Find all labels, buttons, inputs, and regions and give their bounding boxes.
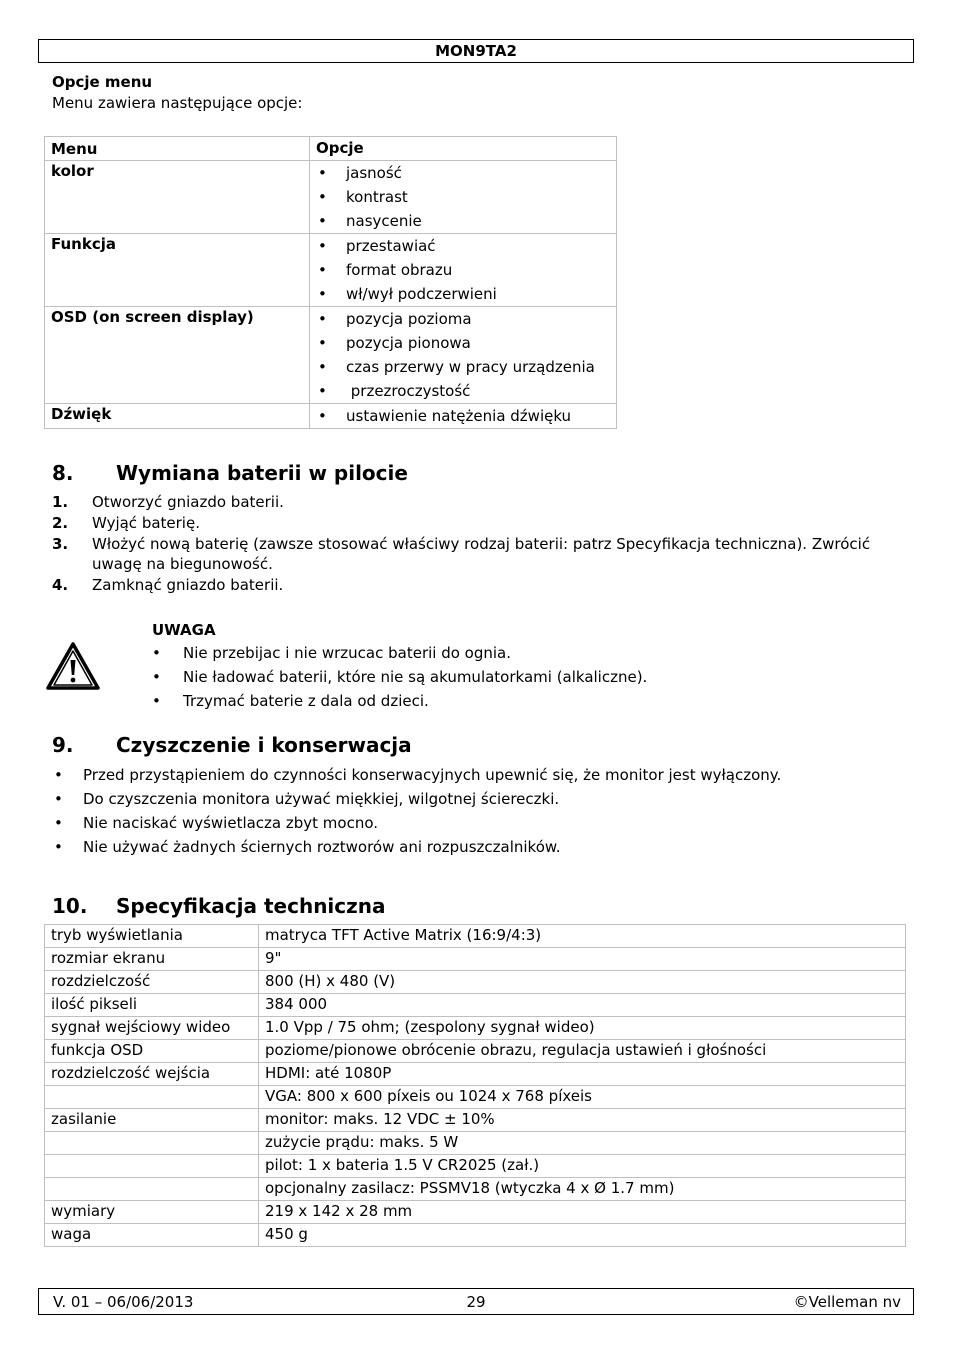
- spec-key: rozdzielczość wejścia: [45, 1063, 259, 1086]
- step-number: 4.: [52, 576, 69, 594]
- section-number: 10.: [52, 894, 88, 918]
- spec-value: poziome/pionowe obrócenie obrazu, regulacja ustawień i głośności: [259, 1040, 906, 1063]
- step-number: 3.: [52, 535, 69, 553]
- spec-key: [45, 1178, 259, 1201]
- menu-options-cell: [310, 234, 617, 307]
- spec-row: [45, 1155, 906, 1178]
- warning-item: • Nie przebijac i nie wrzucac baterii do ognia.: [152, 641, 852, 665]
- option-item: • przezroczystość: [316, 379, 610, 403]
- spec-table: [44, 924, 906, 1247]
- menu-name-cell: Funkcja: [45, 234, 310, 307]
- step-item: [52, 513, 892, 533]
- menu-options-cell: [310, 161, 617, 234]
- menu-row-funkcja: [45, 234, 617, 307]
- option-item: • pozycja pozioma: [316, 307, 610, 331]
- spec-key: wymiary: [45, 1201, 259, 1224]
- menu-row-dzwiek: [45, 404, 617, 429]
- spec-key: rozdzielczość: [45, 971, 259, 994]
- spec-row: [45, 971, 906, 994]
- spec-row: [45, 1040, 906, 1063]
- footer-copyright: ©Velleman nv: [793, 1293, 901, 1311]
- menu-name-cell: kolor: [45, 161, 310, 234]
- warning-triangle-icon: [46, 642, 100, 690]
- spec-value: 384 000: [259, 994, 906, 1017]
- cleaning-item: • Nie używać żadnych ściernych roztworów ani rozpuszczalników.: [52, 835, 912, 859]
- spec-key: [45, 1086, 259, 1109]
- options-header-cell: Opcje: [310, 137, 617, 161]
- spec-key: tryb wyświetlania: [45, 925, 259, 948]
- spec-row: [45, 1178, 906, 1201]
- spec-key: ilość pikseli: [45, 994, 259, 1017]
- spec-value: 1.0 Vpp / 75 ohm; (zespolony sygnał wideo): [259, 1017, 906, 1040]
- spec-key: sygnał wejściowy wideo: [45, 1017, 259, 1040]
- battery-warning-block: [152, 619, 852, 713]
- menu-table-header-row: [45, 137, 617, 161]
- step-text: Zamknąć gniazdo baterii.: [92, 576, 284, 594]
- step-number: 2.: [52, 514, 69, 532]
- menu-options-title: Opcje menu: [52, 73, 153, 91]
- section-title: Czyszczenie i konserwacja: [116, 733, 412, 757]
- cleaning-item: • Do czyszczenia monitora używać miękkiej, wilgotnej ściereczki.: [52, 787, 912, 811]
- warning-title: UWAGA: [152, 621, 216, 639]
- spec-key: [45, 1132, 259, 1155]
- menu-row-kolor: [45, 161, 617, 234]
- option-item: • format obrazu: [316, 258, 610, 282]
- spec-row: [45, 1132, 906, 1155]
- section-number: 8.: [52, 461, 74, 485]
- section-title: Specyfikacja techniczna: [116, 894, 386, 918]
- cleaning-item: • Nie naciskać wyświetlacza zbyt mocno.: [52, 811, 912, 835]
- menu-row-osd: [45, 307, 617, 404]
- spec-value: pilot: 1 x bateria 1.5 V CR2025 (zał.): [259, 1155, 906, 1178]
- section-10-heading: [52, 894, 386, 918]
- option-item: • czas przerwy w pracy urządzenia: [316, 355, 610, 379]
- spec-row: [45, 1063, 906, 1086]
- step-item: [52, 575, 892, 595]
- spec-value: monitor: maks. 12 VDC ± 10%: [259, 1109, 906, 1132]
- spec-row: [45, 994, 906, 1017]
- option-item: • ustawienie natężenia dźwięku: [316, 404, 610, 428]
- option-item: • pozycja pionowa: [316, 331, 610, 355]
- spec-key: [45, 1155, 259, 1178]
- spec-value: 219 x 142 x 28 mm: [259, 1201, 906, 1224]
- warning-item: • Trzymać baterie z dala od dzieci.: [152, 689, 852, 713]
- spec-row: [45, 1201, 906, 1224]
- option-item: • nasycenie: [316, 209, 610, 233]
- footer-version: V. 01 – 06/06/2013: [53, 1293, 194, 1311]
- warning-item: • Nie ładować baterii, które nie są akumulatorkami (alkaliczne).: [152, 665, 852, 689]
- menu-options-intro: Menu zawiera następujące opcje:: [52, 94, 303, 112]
- step-number: 1.: [52, 493, 69, 511]
- menu-options-table: [44, 136, 617, 429]
- spec-row: [45, 1017, 906, 1040]
- spec-row: [45, 948, 906, 971]
- spec-value: HDMI: até 1080P: [259, 1063, 906, 1086]
- footer-page-number: 29: [466, 1293, 486, 1311]
- spec-value: 450 g: [259, 1224, 906, 1247]
- battery-steps-list: [52, 492, 892, 596]
- step-text: Otworzyć gniazdo baterii.: [92, 493, 284, 511]
- spec-value: 800 (H) x 480 (V): [259, 971, 906, 994]
- cleaning-item: • Przed przystąpieniem do czynności konserwacyjnych upewnić się, że monitor jest wyłączony.: [52, 763, 912, 787]
- menu-name-cell: Dźwięk: [45, 404, 310, 429]
- page-footer: [38, 1288, 914, 1315]
- spec-row: [45, 1109, 906, 1132]
- spec-row: [45, 925, 906, 948]
- option-item: • jasność: [316, 161, 610, 185]
- spec-key: funkcja OSD: [45, 1040, 259, 1063]
- step-item: [52, 492, 892, 512]
- section-number: 9.: [52, 733, 74, 757]
- step-item: [52, 534, 892, 574]
- spec-key: waga: [45, 1224, 259, 1247]
- spec-value: VGA: 800 x 600 píxeis ou 1024 x 768 píxeis: [259, 1086, 906, 1109]
- menu-options-cell: [310, 307, 617, 404]
- spec-key: rozmiar ekranu: [45, 948, 259, 971]
- menu-header-cell: Menu: [45, 137, 310, 161]
- option-item: • kontrast: [316, 185, 610, 209]
- section-9-heading: [52, 733, 412, 757]
- option-item: • przestawiać: [316, 234, 610, 258]
- spec-value: opcjonalny zasilacz: PSSMV18 (wtyczka 4 x Ø 1.7 mm): [259, 1178, 906, 1201]
- option-item: • wł/wył podczerwieni: [316, 282, 610, 306]
- spec-row: [45, 1086, 906, 1109]
- spec-key: zasilanie: [45, 1109, 259, 1132]
- page-header-model: MON9TA2: [38, 39, 914, 63]
- spec-value: matryca TFT Active Matrix (16:9/4:3): [259, 925, 906, 948]
- step-text: Włożyć nową baterię (zawsze stosować właściwy rodzaj baterii: patrz Specyfikacja techniczna). Zwrócić uwagę na biegunowość.: [92, 535, 871, 573]
- spec-value: 9": [259, 948, 906, 971]
- menu-options-cell: [310, 404, 617, 429]
- spec-row: [45, 1224, 906, 1247]
- menu-name-cell: OSD (on screen display): [45, 307, 310, 404]
- section-8-heading: [52, 461, 408, 485]
- spec-value: zużycie prądu: maks. 5 W: [259, 1132, 906, 1155]
- cleaning-list: [52, 763, 912, 859]
- section-title: Wymiana baterii w pilocie: [116, 461, 408, 485]
- step-text: Wyjąć baterię.: [92, 514, 200, 532]
